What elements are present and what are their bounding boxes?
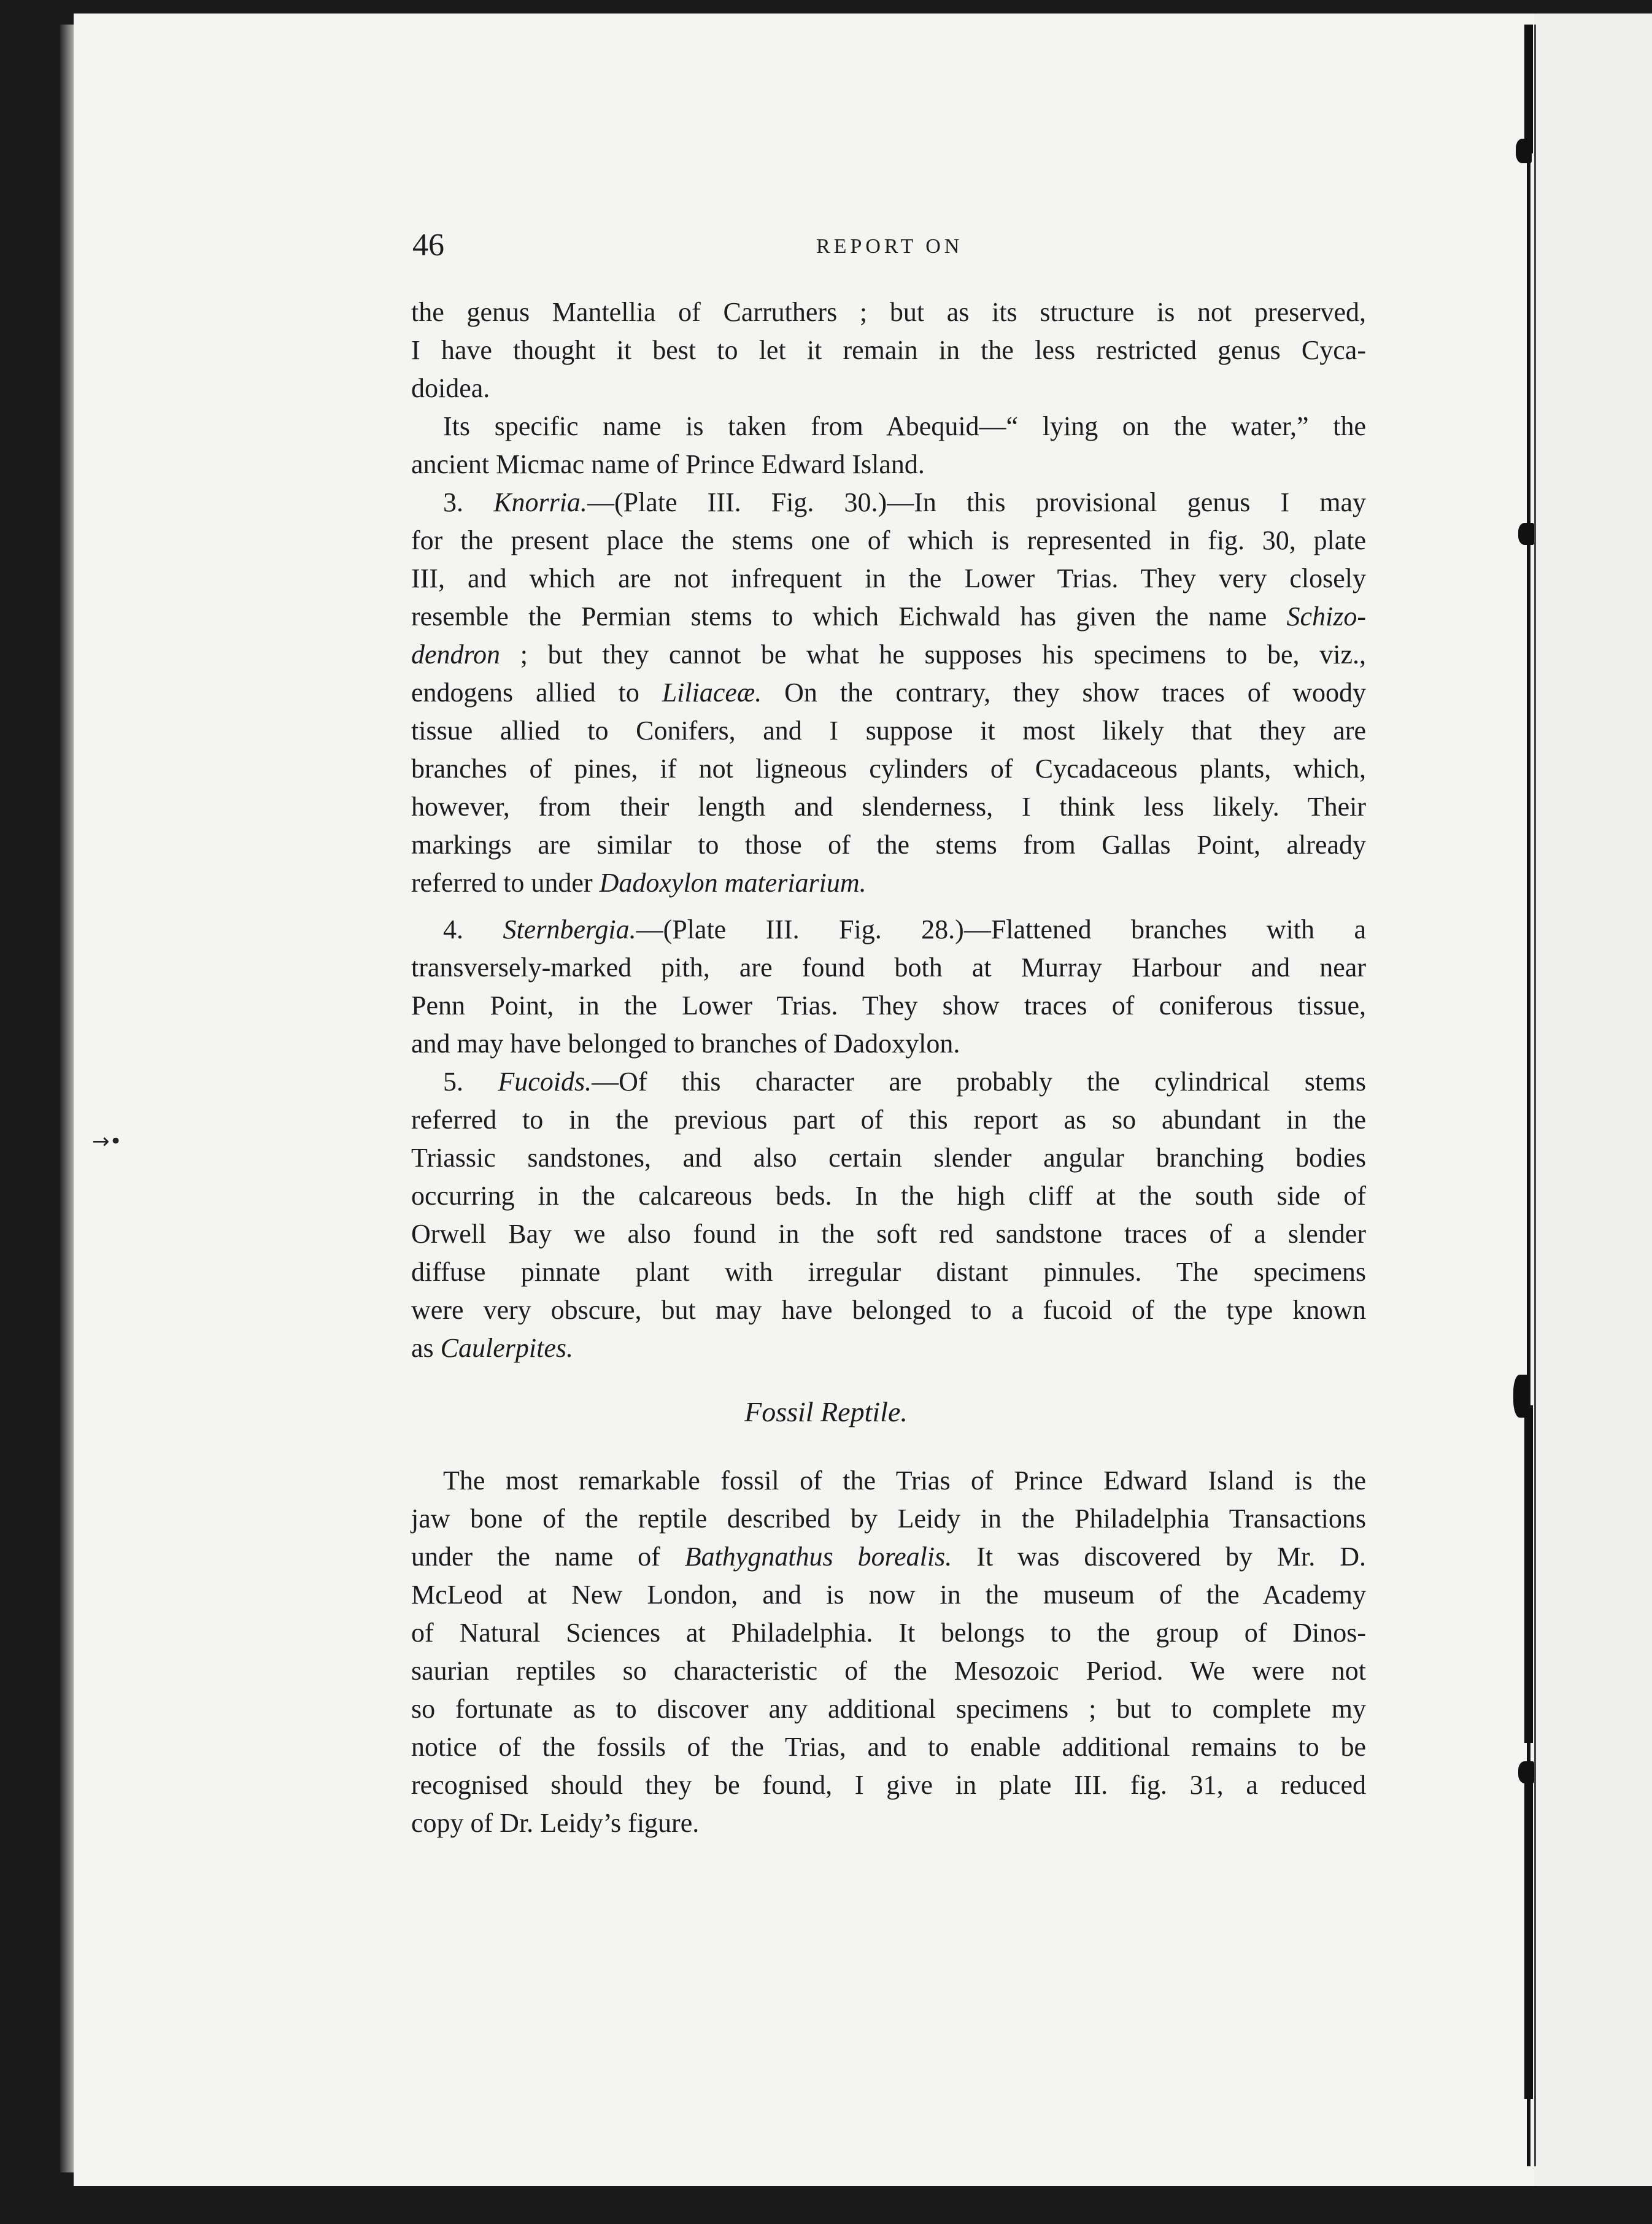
text-line: for the present place the stems one of which is represented in fig. 30, plate (411, 525, 1366, 555)
text-line: under the name of Bathygnathus borealis. It was discovered by Mr. D. (411, 1542, 1366, 1572)
text-line: occurring in the calcareous beds. In the high cliff at the south side of (411, 1181, 1366, 1211)
text-line: 3. Knorria.—(Plate III. Fig. 30.)—In this provisional genus I may (443, 487, 1366, 517)
text-line: however, from their length and slenderness, I think less likely. Their (411, 792, 1366, 822)
text-line: tissue allied to Conifers, and I suppose it most likely that they are (411, 716, 1366, 746)
binding-notch (1518, 523, 1534, 545)
text-line: markings are similar to those of the stems from Gallas Point, already (411, 830, 1366, 860)
text-line: III, and which are not infrequent in the Lower Trias. They very closely (411, 563, 1366, 593)
text-line: as Caulerpites. (411, 1333, 573, 1363)
text-line: notice of the fossils of the Trias, and to enable additional remains to be (411, 1732, 1366, 1762)
text-line: saurian reptiles so characteristic of the Mesozoic Period. We were not (411, 1656, 1366, 1686)
text-line: and may have belonged to branches of Dadoxylon. (411, 1029, 960, 1059)
gutter-shadow (1524, 25, 1533, 153)
text-line: Triassic sandstones, and also certain slender angular branching bodies (411, 1143, 1366, 1173)
text-line: McLeod at New London, and is now in the museum of the Academy (411, 1580, 1366, 1610)
text-line: The most remarkable fossil of the Trias of Prince Edward Island is the (443, 1465, 1366, 1496)
text-line: referred to under Dadoxylon materiarium. (411, 868, 867, 898)
text-line: jaw bone of the reptile described by Leidy in the Philadelphia Transactions (411, 1504, 1366, 1534)
text-line: doidea. (411, 373, 490, 403)
margin-mark: →• (92, 1129, 122, 1154)
text-line: ancient Micmac name of Prince Edward Island. (411, 449, 925, 479)
text-line: endogens allied to Liliaceæ. On the contrary, they show traces of woody (411, 678, 1367, 708)
binding-notch (1518, 1761, 1534, 1783)
facing-page-edge (1534, 14, 1652, 2186)
section-heading: Fossil Reptile. (744, 1396, 908, 1427)
text-line: copy of Dr. Leidy’s figure. (411, 1808, 700, 1838)
text-line: recognised should they be found, I give in plate III. fig. 31, a reduced (411, 1770, 1366, 1800)
text-line: the genus Mantellia of Carruthers ; but as its structure is not preserved, (411, 297, 1366, 327)
text-line: 4. Sternbergia.—(Plate III. Fig. 28.)—Flattened branches with a (443, 914, 1367, 944)
gutter-shadow (1524, 1780, 1533, 2099)
text-line: Its specific name is taken from Abequid—“ lying on the water,” the (443, 411, 1366, 441)
binding-notch (1516, 139, 1532, 163)
text-line: of Natural Sciences at Philadelphia. It belongs to the group of Dinos- (411, 1618, 1366, 1648)
text-line: dendron ; but they cannot be what he supposes his specimens to be, viz., (411, 639, 1366, 670)
text-line: Penn Point, in the Lower Trias. They show traces of coniferous tissue, (411, 990, 1366, 1021)
text-line: resemble the Permian stems to which Eichwald has given the name Schizo- (411, 601, 1366, 631)
gutter-shadow (1524, 1405, 1533, 1743)
text-line: diffuse pinnate plant with irregular distant pinnules. The specimens (411, 1257, 1366, 1287)
text-line: so fortunate as to discover any additional specimens ; but to complete my (411, 1694, 1366, 1724)
gutter-line-secondary (1534, 25, 1536, 2166)
running-head: REPORT ON (816, 235, 963, 258)
text-line: transversely-marked pith, are found both at Murray Harbour and near (411, 952, 1366, 983)
text-line: branches of pines, if not ligneous cylinders of Cycadaceous plants, which, (411, 754, 1366, 784)
text-line: Orwell Bay we also found in the soft red sandstone traces of a slender (411, 1219, 1366, 1249)
page-number: 46 (412, 228, 444, 263)
text-line: 5. Fucoids.—Of this character are probably the cylindrical stems (443, 1067, 1366, 1097)
text-line: were very obscure, but may have belonged to a fucoid of the type known (411, 1295, 1366, 1325)
text-line: I have thought it best to let it remain in the less restricted genus Cyca- (411, 335, 1366, 365)
text-line: referred to in the previous part of this report as so abundant in the (411, 1105, 1366, 1135)
